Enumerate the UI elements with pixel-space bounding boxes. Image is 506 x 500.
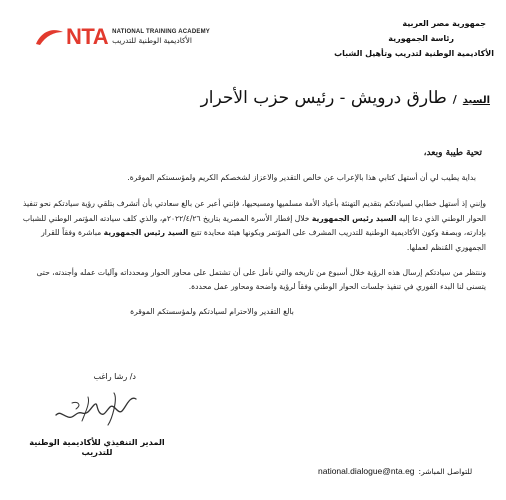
contact-label: للتواصل المباشر: xyxy=(418,467,473,476)
salutation: السيد xyxy=(462,95,490,106)
main-text-3: مباشرة وفقاً للقرار الجمهوري المُنظم لعملها. xyxy=(41,228,486,252)
intro-paragraph: بداية يطيب لي أن أستهل كتابي هذا بالإعراب عن خالص التقدير والاعزاز لشخصكم الكريم ولمؤسستكم الموقرة. xyxy=(127,172,476,182)
salutation-slash: / xyxy=(452,93,457,106)
contact-email[interactable]: national.dialogue@nta.eg xyxy=(318,466,415,476)
signatory-name: د/ رشا راغب xyxy=(93,372,136,381)
main-paragraph xyxy=(18,197,486,255)
logo-text xyxy=(112,29,210,45)
request-paragraph: وننتظر من سيادتكم إرسال هذه الرؤية خلال أسبوع من تاريخه والتي نأمل على أن تشتمل على محاور الحوار ومحدداته وآليات عمله وأجندته، حتى يتسنى لنا البدء الفوري في تنفيذ جلسات الحوار الوطني وفقاً لرؤية واضحة ومحاور عمل محددة. xyxy=(36,267,486,292)
signatory-title: المدير التنفيذي للأكاديمية الوطنية للتدريب xyxy=(29,437,165,457)
letter-body xyxy=(18,146,486,319)
nta-logo xyxy=(34,26,210,48)
greeting: تحية طيبة وبعد، xyxy=(423,148,482,158)
main-bold-1: السيد رئيس الجمهورية xyxy=(311,213,397,223)
letterhead-country: جمهورية مصر العربية xyxy=(402,19,486,28)
letterhead-academy: الأكاديمية الوطنية لتدريب وتأهيل الشباب xyxy=(334,49,494,58)
contact-footer xyxy=(318,466,472,476)
logo-mark: NTA xyxy=(66,24,109,49)
recipient-name: طارق درويش - رئيس حزب الأحرار xyxy=(200,88,447,108)
signature-block xyxy=(22,372,172,457)
letterhead xyxy=(294,16,494,61)
main-bold-2: السيد رئيس الجمهورية xyxy=(103,228,189,238)
main-text-2: خلال إفطار الأسرة المصرية بتاريخ ٢٠٢٢/٤/٢٦م، والذي كلف سيادته المؤتمر الوطني للشباب بإدارته، وبصفة وكون الأكاديمية الوطنية للتدريب المشرف على المؤتمر وبكونها هيئة محايدة تتبع xyxy=(22,213,486,238)
main-text-1: وإنني إذ أستهل خطابي لسيادتكم بتقديم التهنئة بأعياد الأمة مسلميها ومسيحيها، فإنني أعبر عن بالغ سعادتي بأن أتشرف بتلقي رؤية سيادتكم نحو تنفيذ الحوار الوطني الذي دعا إليه xyxy=(22,199,486,223)
logo-swoosh-icon xyxy=(34,26,64,48)
closing-line: بالغ التقدير والاحترام لسيادتكم ولمؤسستكم الموقرة xyxy=(130,306,294,316)
recipient-line xyxy=(201,88,490,108)
handwritten-signature xyxy=(52,385,142,429)
letterhead-presidency: رئاسة الجمهورية xyxy=(388,34,454,43)
logo-english-name: NATIONAL TRAINING ACADEMY xyxy=(112,28,210,35)
logo-arabic-name: الأكاديمية الوطنية للتدريب xyxy=(112,36,192,46)
